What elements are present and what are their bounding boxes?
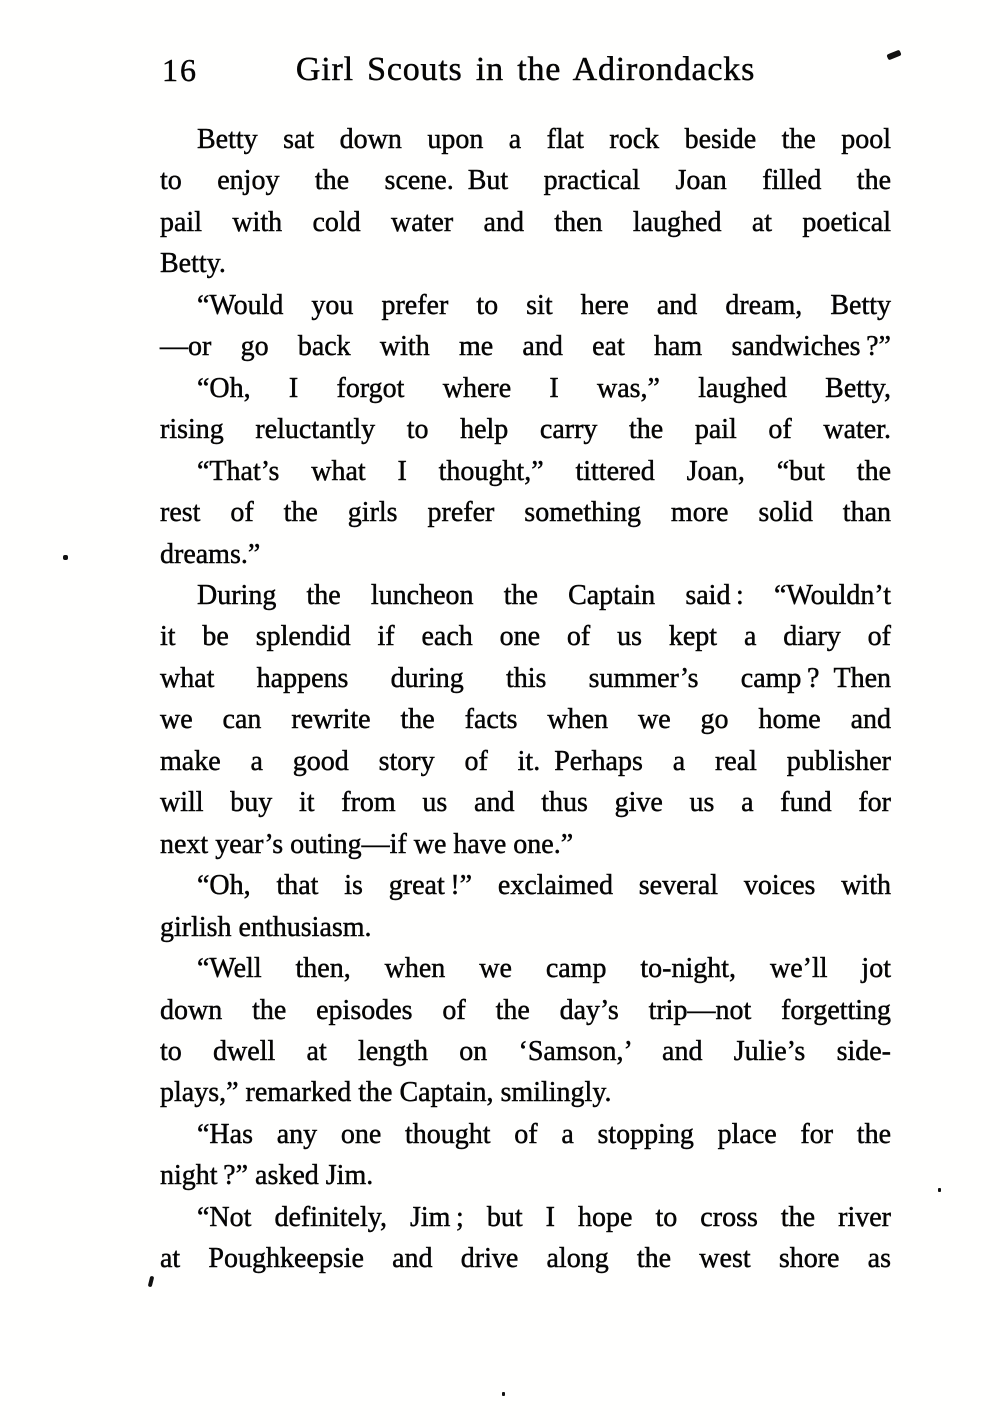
scan-speck (148, 1276, 155, 1288)
text-line: it be splendid if each one of us kept a diary of (160, 621, 891, 653)
text-line: rest of the girls prefer something more solid than (160, 497, 891, 529)
scan-speck (502, 1392, 505, 1396)
text-line: down the episodes of the day’s trip—not forgetting (160, 994, 891, 1026)
page-body (160, 119, 891, 1280)
text-line: will buy it from us and thus give us a fund for (160, 787, 891, 819)
text-line: “Not definitely, Jim ; but I hope to cross the river (197, 1201, 891, 1233)
text-line: “Oh, that is great !” exclaimed several voices with (197, 870, 891, 902)
text-line: we can rewrite the facts when we go home and (160, 704, 891, 736)
text-line: plays,” remarked the Captain, smilingly. (160, 1077, 612, 1109)
page-header (160, 48, 891, 92)
text-line: what happens during this summer’s camp ? Then (160, 662, 891, 694)
text-line: “Well then, when we camp to-night, we’ll jot (197, 953, 891, 985)
text-line: During the luncheon the Captain said : “Wouldn’t (197, 579, 891, 611)
text-line: to enjoy the scene. But practical Joan filled the (160, 165, 891, 197)
scan-speck (63, 555, 68, 560)
text-line: girlish enthusiasm. (160, 911, 372, 943)
text-line: pail with cold water and then laughed at poetical (160, 206, 891, 238)
text-line: “That’s what I thought,” tittered Joan, “but the (197, 455, 891, 487)
text-line: Betty sat down upon a flat rock beside the pool (197, 124, 891, 155)
scan-speck (938, 1188, 941, 1192)
text-line: dreams.” (160, 538, 261, 570)
text-line: to dwell at length on ‘Samson,’ and Julie’s side- (160, 1035, 891, 1067)
text-line: Betty. (160, 248, 226, 280)
text-line: at Poughkeepsie and drive along the west shore as (160, 1243, 891, 1275)
page-number: 16 (162, 52, 198, 88)
text-line: make a good story of it. Perhaps a real publisher (160, 745, 891, 777)
text-line: “Oh, I forgot where I was,” laughed Betty, (197, 372, 891, 404)
text-line: rising reluctantly to help carry the pail of water. (160, 414, 891, 446)
page-title: Girl Scouts in the Adirondacks (295, 51, 756, 88)
text-line: “Has any one thought of a stopping place for the (197, 1118, 891, 1150)
text-line: “Would you prefer to sit here and dream, Betty (197, 289, 891, 321)
text-line: night ?” asked Jim. (160, 1160, 374, 1192)
text-line: —or go back with me and eat ham sandwiches ?” (160, 331, 891, 363)
text-line: next year’s outing—if we have one.” (160, 828, 574, 860)
